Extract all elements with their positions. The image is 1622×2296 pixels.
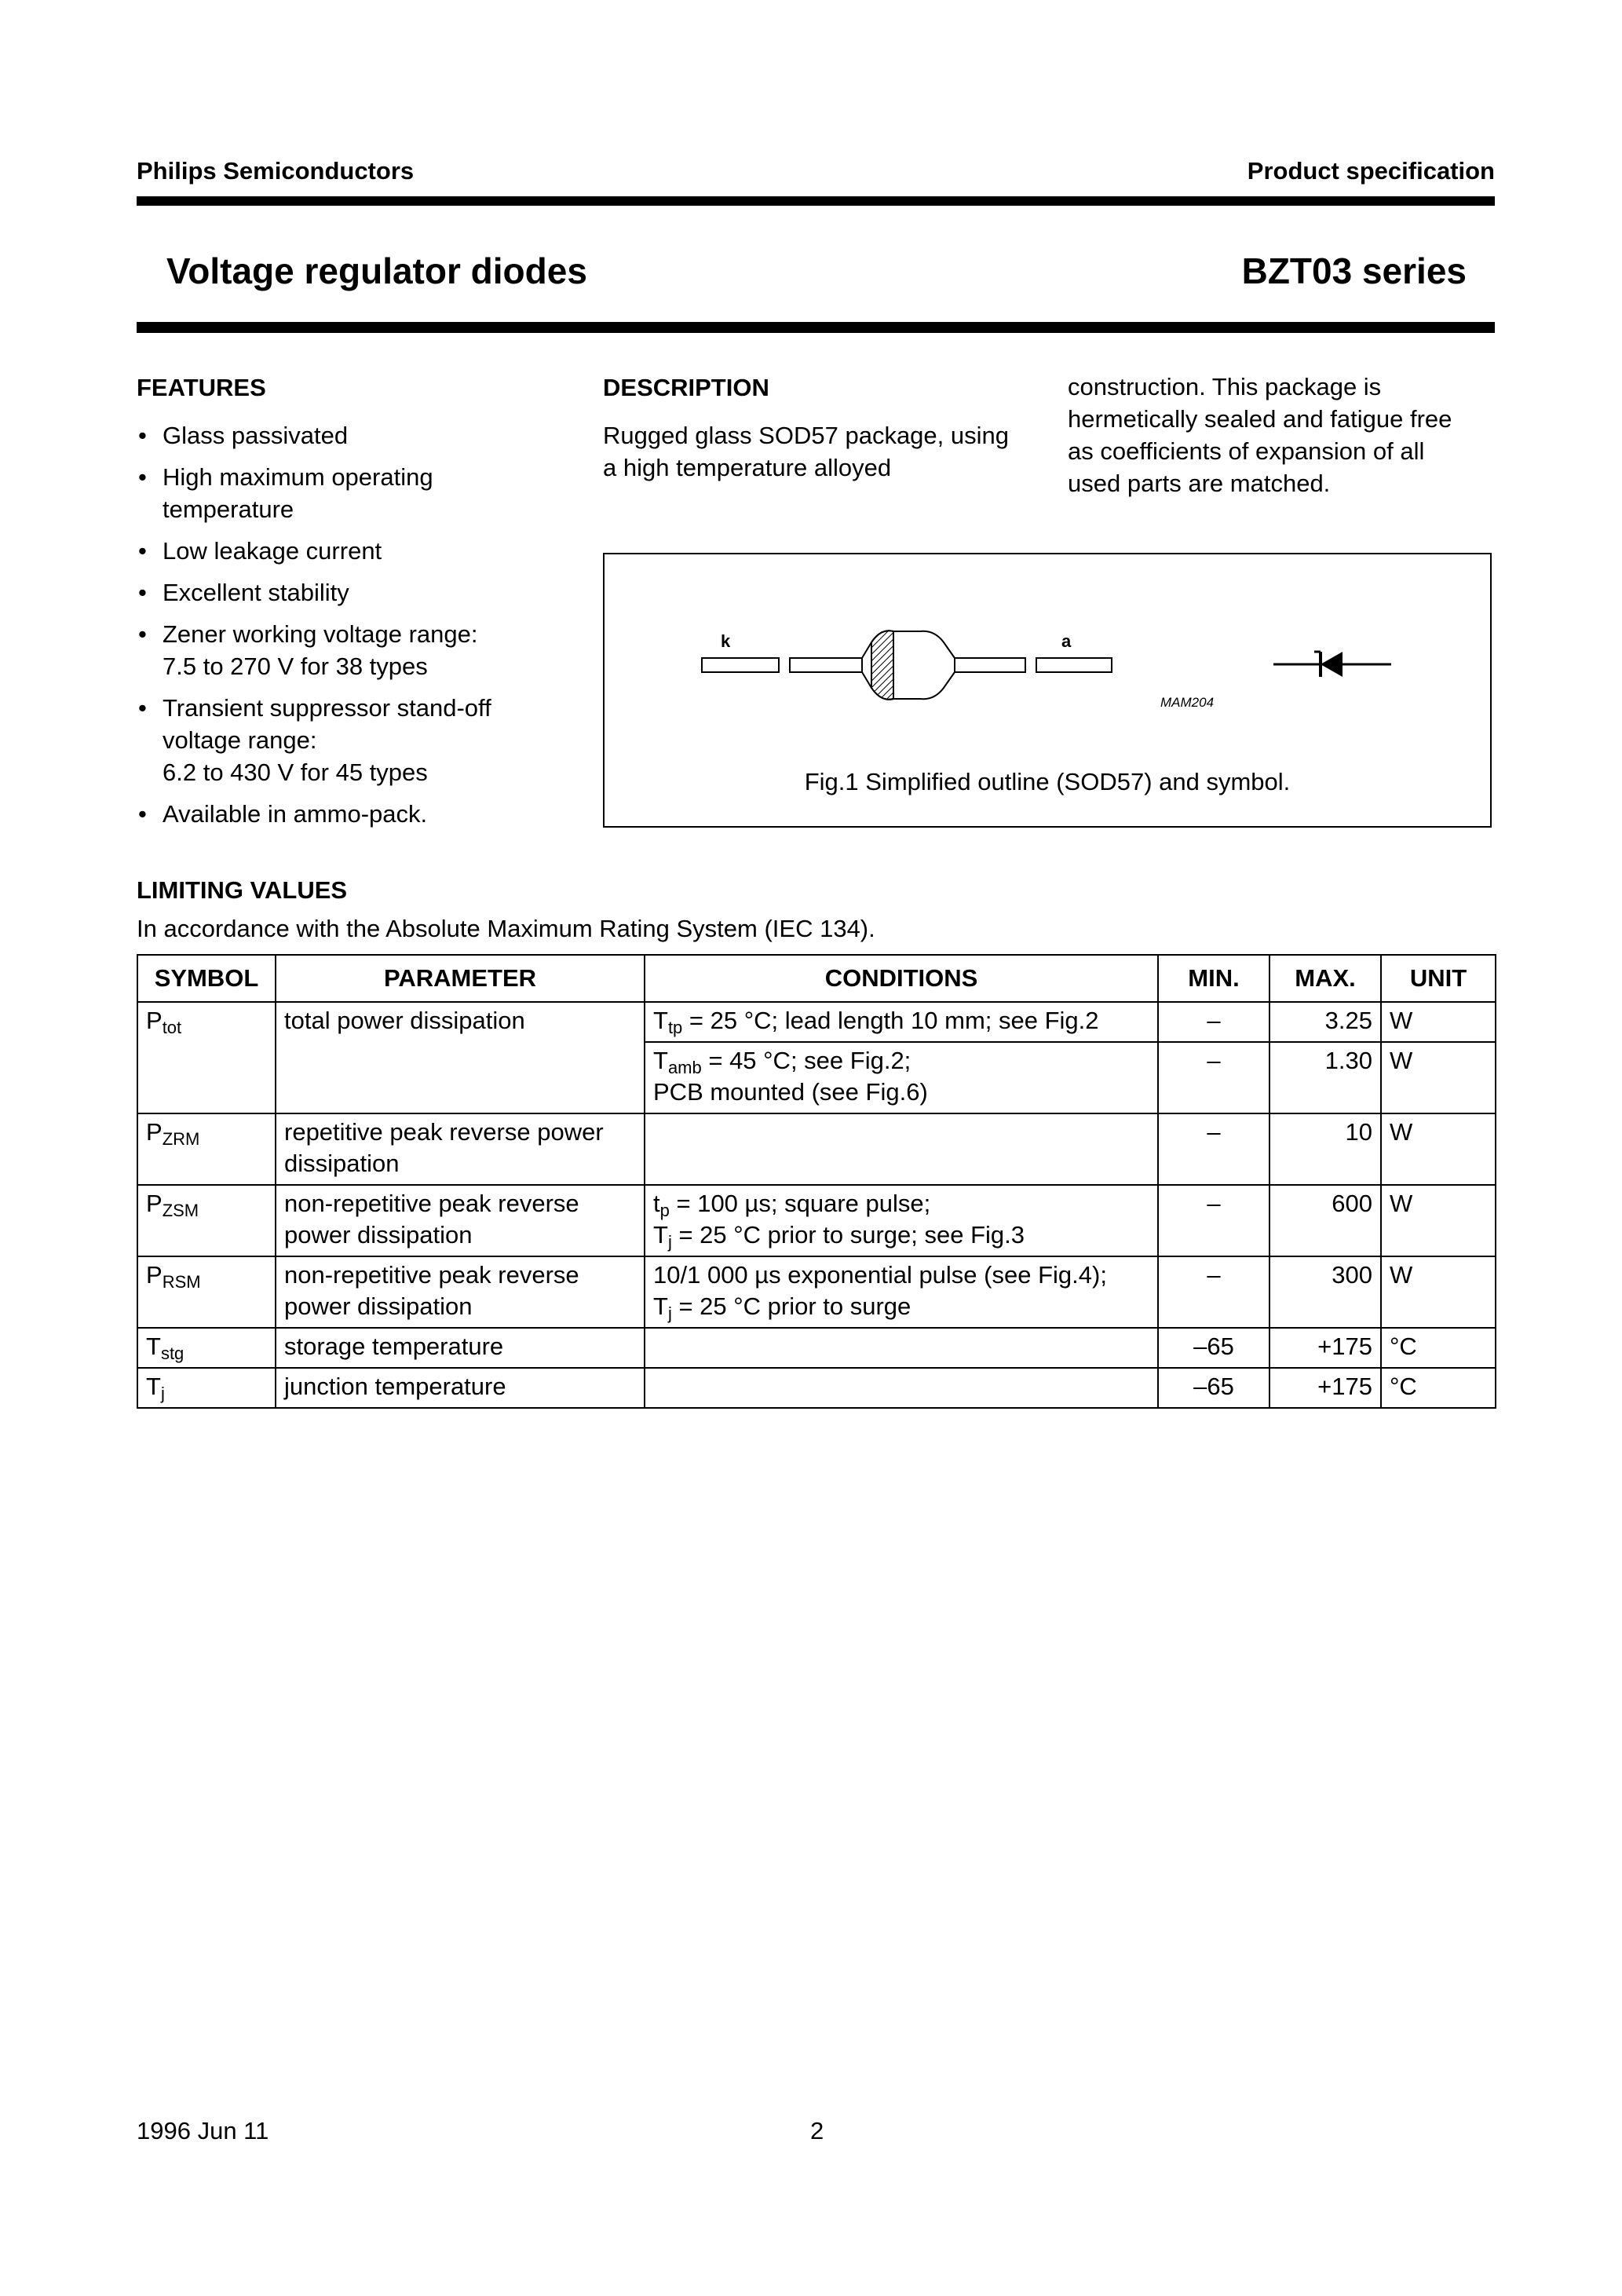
feature-line: 7.5 to 270 V for 38 types — [163, 653, 428, 680]
condition-subscript: amb — [667, 1058, 702, 1077]
table-header-row — [137, 955, 1496, 1002]
symbol-cell — [137, 1113, 276, 1185]
footer-date: 1996 Jun 11 — [137, 2117, 269, 2144]
column-header: PARAMETER — [276, 955, 645, 1002]
table-row — [137, 1328, 1496, 1368]
symbol-base: T — [146, 1373, 161, 1400]
label-a: a — [1061, 631, 1072, 651]
symbol-cell — [137, 1256, 276, 1328]
parameter-line: repetitive peak reverse power — [284, 1118, 604, 1146]
page-title: Voltage regulator diodes — [166, 250, 587, 291]
condition-text: = 100 µs; square pulse; — [669, 1190, 931, 1217]
condition-text: PCB mounted (see Fig.6) — [653, 1078, 928, 1106]
conditions-cell — [645, 1113, 1158, 1185]
features-heading: FEATURES — [137, 374, 266, 401]
condition-subscript: tp — [667, 1018, 683, 1037]
description-line: Rugged glass SOD57 package, using — [603, 422, 1009, 449]
condition-line — [653, 1188, 1149, 1219]
condition-text: T — [653, 1292, 668, 1320]
diode-symbol-icon — [1273, 652, 1391, 677]
feature-line: • Glass passivated — [163, 422, 349, 449]
parameter-line: junction temperature — [284, 1373, 506, 1400]
parameter-line: storage temperature — [284, 1333, 504, 1360]
parameter-cell — [276, 1185, 645, 1256]
description-line: construction. This package is — [1068, 373, 1382, 400]
table-row — [137, 1256, 1496, 1328]
parameter-line: total power dissipation — [284, 1007, 525, 1034]
condition-line — [653, 1260, 1149, 1291]
conditions-cell — [645, 1256, 1158, 1328]
cathode-lead — [702, 658, 779, 672]
column-header: MIN. — [1158, 955, 1269, 1002]
parameter-cell — [276, 1368, 645, 1408]
max-cell: 600 — [1269, 1185, 1381, 1256]
unit-cell: W — [1381, 1185, 1496, 1256]
feature-item — [137, 618, 561, 682]
header-rule — [137, 196, 1495, 206]
symbol-base: P — [146, 1261, 163, 1289]
symbol-base: T — [146, 1333, 161, 1360]
min-cell: – — [1158, 1256, 1269, 1328]
feature-line: • Transient suppressor stand-off — [163, 694, 491, 722]
parameter-line: non-repetitive peak reverse — [284, 1190, 579, 1217]
min-cell: – — [1158, 1113, 1269, 1185]
conditions-cell — [645, 1328, 1158, 1368]
limiting-values-body — [137, 1002, 1496, 1408]
condition-subscript: p — [659, 1201, 670, 1220]
symbol-cell — [137, 1185, 276, 1256]
description-line: a high temperature alloyed — [603, 454, 892, 481]
max-cell: 1.30 — [1269, 1042, 1381, 1113]
condition-text: 10/1 000 µs exponential pulse (see Fig.4); — [653, 1261, 1107, 1289]
min-cell: – — [1158, 1042, 1269, 1113]
unit-cell: W — [1381, 1042, 1496, 1113]
parameter-cell — [276, 1256, 645, 1328]
lead-segment-right — [955, 658, 1025, 672]
feature-line: • Available in ammo-pack. — [163, 800, 428, 828]
symbol-cell — [137, 1368, 276, 1408]
description-col1 — [603, 419, 1043, 484]
parameter-cell — [276, 1113, 645, 1185]
condition-text: = 25 °C prior to surge — [671, 1292, 911, 1320]
unit-cell: °C — [1381, 1328, 1496, 1368]
column-header: UNIT — [1381, 955, 1496, 1002]
symbol-subscript: stg — [160, 1344, 184, 1363]
lead-segment-left — [790, 658, 862, 672]
description-line: hermetically sealed and fatigue free — [1068, 405, 1452, 433]
symbol-base: P — [146, 1190, 163, 1217]
figure-code: MAM204 — [1160, 695, 1215, 710]
parameter-cell — [276, 1002, 645, 1113]
feature-line: temperature — [163, 495, 294, 523]
condition-line — [653, 1077, 1149, 1108]
unit-cell: W — [1381, 1256, 1496, 1328]
symbol-cell — [137, 1002, 276, 1113]
parameter-line: power dissipation — [284, 1221, 473, 1249]
feature-line: voltage range: — [163, 726, 317, 754]
condition-line — [653, 1005, 1149, 1036]
feature-item — [137, 461, 561, 525]
feature-line: • High maximum operating — [163, 463, 433, 491]
max-cell: +175 — [1269, 1328, 1381, 1368]
parameter-line: dissipation — [284, 1150, 400, 1177]
features-list — [137, 419, 561, 839]
label-k: k — [721, 631, 731, 651]
conditions-cell — [645, 1185, 1158, 1256]
conditions-cell — [645, 1002, 1158, 1042]
cathode-band — [871, 631, 893, 699]
condition-text: T — [653, 1221, 668, 1249]
max-cell: 10 — [1269, 1113, 1381, 1185]
condition-text: = 45 °C; see Fig.2; — [701, 1047, 911, 1074]
unit-cell: °C — [1381, 1368, 1496, 1408]
feature-line: • Low leakage current — [163, 537, 382, 565]
min-cell: –65 — [1158, 1328, 1269, 1368]
column-header: MAX. — [1269, 955, 1381, 1002]
symbol-subscript: RSM — [162, 1272, 201, 1292]
unit-cell: W — [1381, 1002, 1496, 1042]
feature-line: • Excellent stability — [163, 579, 349, 606]
column-header: SYMBOL — [137, 955, 276, 1002]
symbol-cell — [137, 1328, 276, 1368]
conditions-cell — [645, 1042, 1158, 1113]
condition-line — [653, 1045, 1149, 1077]
table-row — [137, 1113, 1496, 1185]
condition-subscript: j — [667, 1232, 672, 1252]
limiting-values-table — [137, 954, 1496, 1409]
table-row — [137, 1368, 1496, 1408]
max-cell: 3.25 — [1269, 1002, 1381, 1042]
feature-item — [137, 576, 561, 609]
product-series: BZT03 series — [1241, 250, 1467, 291]
column-header: CONDITIONS — [645, 955, 1158, 1002]
symbol-subscript: j — [160, 1384, 165, 1403]
condition-subscript: j — [667, 1303, 672, 1323]
parameter-cell — [276, 1328, 645, 1368]
feature-line: • Zener working voltage range: — [163, 620, 478, 648]
symbol-base: P — [146, 1007, 163, 1034]
figure-caption: Fig.1 Simplified outline (SOD57) and symbol. — [804, 768, 1291, 795]
limiting-values-heading: LIMITING VALUES — [137, 876, 348, 904]
parameter-line: power dissipation — [284, 1292, 473, 1320]
condition-text: T — [653, 1007, 668, 1034]
description-col2 — [1068, 371, 1507, 499]
conditions-cell — [645, 1368, 1158, 1408]
symbol-subscript: tot — [162, 1018, 182, 1037]
condition-line — [653, 1219, 1149, 1251]
description-line: as coefficients of expansion of all — [1068, 437, 1425, 465]
table-row — [137, 1185, 1496, 1256]
symbol-subscript: ZRM — [162, 1129, 200, 1149]
condition-line — [653, 1291, 1149, 1322]
table-row — [137, 1002, 1496, 1042]
figure-1-box — [603, 553, 1492, 828]
feature-line: 6.2 to 430 V for 45 types — [163, 759, 428, 786]
description-heading: DESCRIPTION — [603, 374, 769, 401]
anode-lead — [1036, 658, 1112, 672]
feature-item — [137, 798, 561, 830]
max-cell: 300 — [1269, 1256, 1381, 1328]
page-number: 2 — [810, 2117, 824, 2144]
header-company: Philips Semiconductors — [137, 157, 415, 185]
feature-item — [137, 419, 561, 452]
condition-text: = 25 °C prior to surge; see Fig.3 — [671, 1221, 1025, 1249]
symbol-base: P — [146, 1118, 163, 1146]
min-cell: – — [1158, 1185, 1269, 1256]
description-line: used parts are matched. — [1068, 470, 1331, 497]
title-rule — [137, 322, 1495, 333]
header-doc-type: Product specification — [1247, 157, 1495, 185]
feature-item — [137, 692, 561, 788]
max-cell: +175 — [1269, 1368, 1381, 1408]
condition-text: t — [653, 1190, 660, 1217]
parameter-line: non-repetitive peak reverse — [284, 1261, 579, 1289]
condition-text: T — [653, 1047, 668, 1074]
feature-item — [137, 535, 561, 567]
symbol-subscript: ZSM — [162, 1201, 199, 1220]
limiting-values-intro: In accordance with the Absolute Maximum Rating System (IEC 134). — [137, 915, 875, 942]
unit-cell: W — [1381, 1113, 1496, 1185]
condition-text: = 25 °C; lead length 10 mm; see Fig.2 — [682, 1007, 1099, 1034]
min-cell: – — [1158, 1002, 1269, 1042]
min-cell: –65 — [1158, 1368, 1269, 1408]
